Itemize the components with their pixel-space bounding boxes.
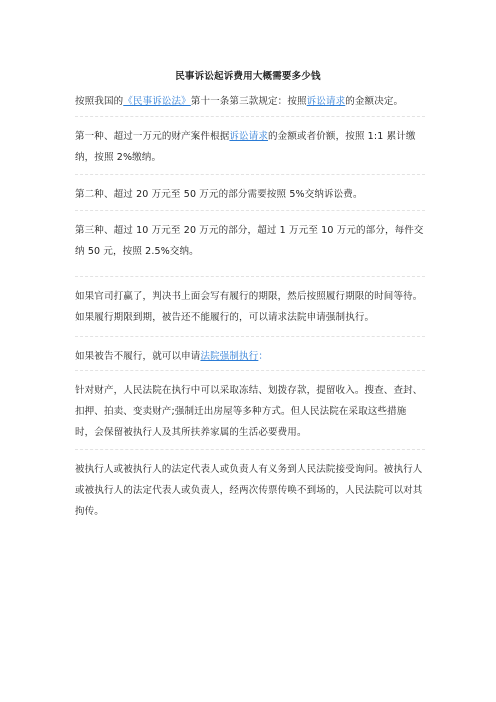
paragraph-4: 第三种、超过 10 万元至 20 万元的部分，超过 1 万元至 10 万元的部分，每件交纳 50 元，按照 2.5%交纳。 <box>75 225 424 257</box>
civil-procedure-law-link[interactable]: 《民事诉讼法》 <box>123 96 191 107</box>
divider <box>75 449 425 450</box>
court-enforcement-link[interactable]: 法院强制执行 <box>200 351 259 362</box>
divider <box>75 116 425 117</box>
paragraph-3: 第二种、超过 20 万元至 50 万元的部分需要按照 5%交纳诉讼费。 <box>75 189 363 200</box>
paragraph-7: 针对财产，人民法院在执行中可以采取冻结、划拨存款，提留收入。搜查、查封、扣押、拍卖、变卖财产;强制迁出房屋等多种方式。但人民法院在采取这些措施时，会保留被执行人及其所扶养家属的生活必要费用。 <box>75 385 423 438</box>
litigation-request-link[interactable]: 诉讼请求 <box>306 96 346 107</box>
page-title: 民事诉讼起诉费用大概需要多少钱 <box>175 71 321 82</box>
divider <box>75 336 425 337</box>
divider <box>75 370 425 371</box>
divider <box>75 276 425 277</box>
paragraph-1: 按照我国的《民事诉讼法》第十一条第三款规定：按照诉讼请求的金额决定。 <box>75 96 404 107</box>
paragraph-2: 第一种、超过一万元的财产案件根据诉讼请求的金额或者价额，按照 1:1 累计缴纳，按照 2%缴纳。 <box>75 131 416 163</box>
paragraph-6: 如果被告不履行，就可以申请法院强制执行： <box>75 351 269 362</box>
divider <box>75 174 425 175</box>
paragraph-8: 被执行人或被执行人的法定代表人或负责人有义务到人民法院接受询问。被执行人或被执行人的法定代表人或负责人，经两次传票传唤不到场的，人民法院可以对其拘传。 <box>75 464 423 517</box>
paragraph-5: 如果官司打赢了，判决书上面会写有履行的期限，然后按照履行期限的时间等待。如果履行期限到期，被告还不能履行的，可以请求法院申请强制执行。 <box>75 291 423 323</box>
divider <box>75 210 425 211</box>
litigation-request-link-2[interactable]: 诉讼请求 <box>229 131 269 142</box>
